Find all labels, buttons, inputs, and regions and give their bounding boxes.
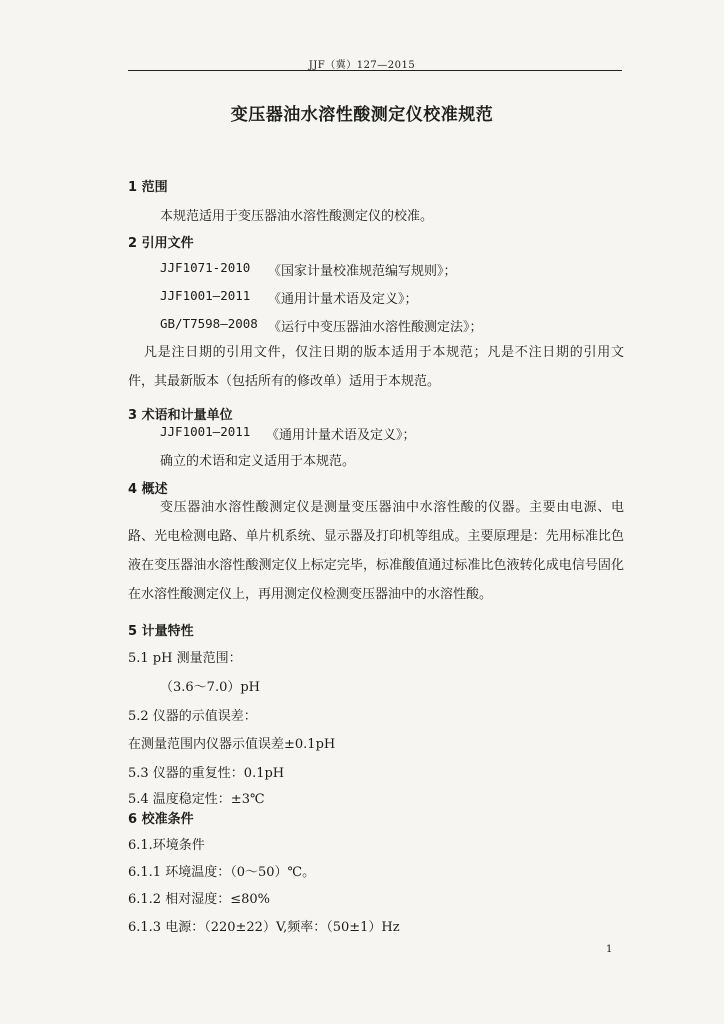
item-6-1: 6.1.环境条件 [128,838,205,853]
document-title: 变压器油水溶性酸测定仪校准规范 [230,105,494,125]
item-5-1: 5.1 pH 测量范围： [128,651,242,666]
section-1-body: 本规范适用于变压器油水溶性酸测定仪的校准。 [160,209,434,224]
item-5-2: 5.2 仪器的示值误差： [128,709,257,724]
ref-title-1: 《国家计量校准规范编写规则》； [268,264,457,279]
item-5-2-value: 在测量范围内仪器示值误差±0.1pH [128,737,336,752]
section-5-heading: 5 计量特性 [128,624,194,639]
section-6-heading: 6 校准条件 [128,812,194,827]
item-6-1-1: 6.1.1 环境温度：（0～50）℃。 [128,865,316,880]
item-6-1-2: 6.1.2 相对湿度：≤80% [128,892,270,907]
ref-title-2: 《通用计量术语及定义》； [268,292,418,307]
section-4-body: 变压器油水溶性酸测定仪是测量变压器油中水溶性酸的仪器。主要由电源、电路、光电检测电路、单片机系统、显示器及打印机等组成。主要原理是：先用标准比色液在变压器油水溶性酸测定仪上标定完毕，标准酸值通过标准比色液转化成电信号固化在水溶性酸测定仪上，再用测定仪检测变压器油中的水溶性酸。 [128,500,624,602]
item-5-1-value: （3.6～7.0）pH [160,680,261,695]
ref-code-3: GB/T7598—2008 [160,316,258,331]
item-6-1-3: 6.1.3 电源：（220±22）V,频率：（50±1）Hz [128,920,400,935]
section-2-note: 凡是注日期的引用文件，仅注日期的版本适用于本规范；凡是不注日期的引用文件，其最新版本（包括所有的修改单）适用于本规范。 [128,345,624,389]
section-2-heading: 2 引用文件 [128,236,194,251]
header-rule [128,70,622,71]
section-3-heading: 3 术语和计量单位 [128,408,233,423]
page-number: 1 [606,944,613,955]
ref-title-3: 《运行中变压器油水溶性酸测定法》； [268,320,483,335]
standard-code: JJF（冀）127—2015 [308,60,416,71]
item-5-4: 5.4 温度稳定性：±3℃ [128,792,265,807]
section-4-heading: 4 概述 [128,482,168,497]
s3-ref-code: JJF1001—2011 [160,424,251,439]
s3-ref-title: 《通用计量术语及定义》； [266,428,416,443]
section-3-body: 确立的术语和定义适用于本规范。 [160,454,356,469]
ref-code-1: JJF1071-2010 [160,260,251,275]
ref-code-2: JJF1001—2011 [160,288,251,303]
section-1-heading: 1 范围 [128,180,168,195]
item-5-3: 5.3 仪器的重复性：0.1pH [128,766,285,781]
